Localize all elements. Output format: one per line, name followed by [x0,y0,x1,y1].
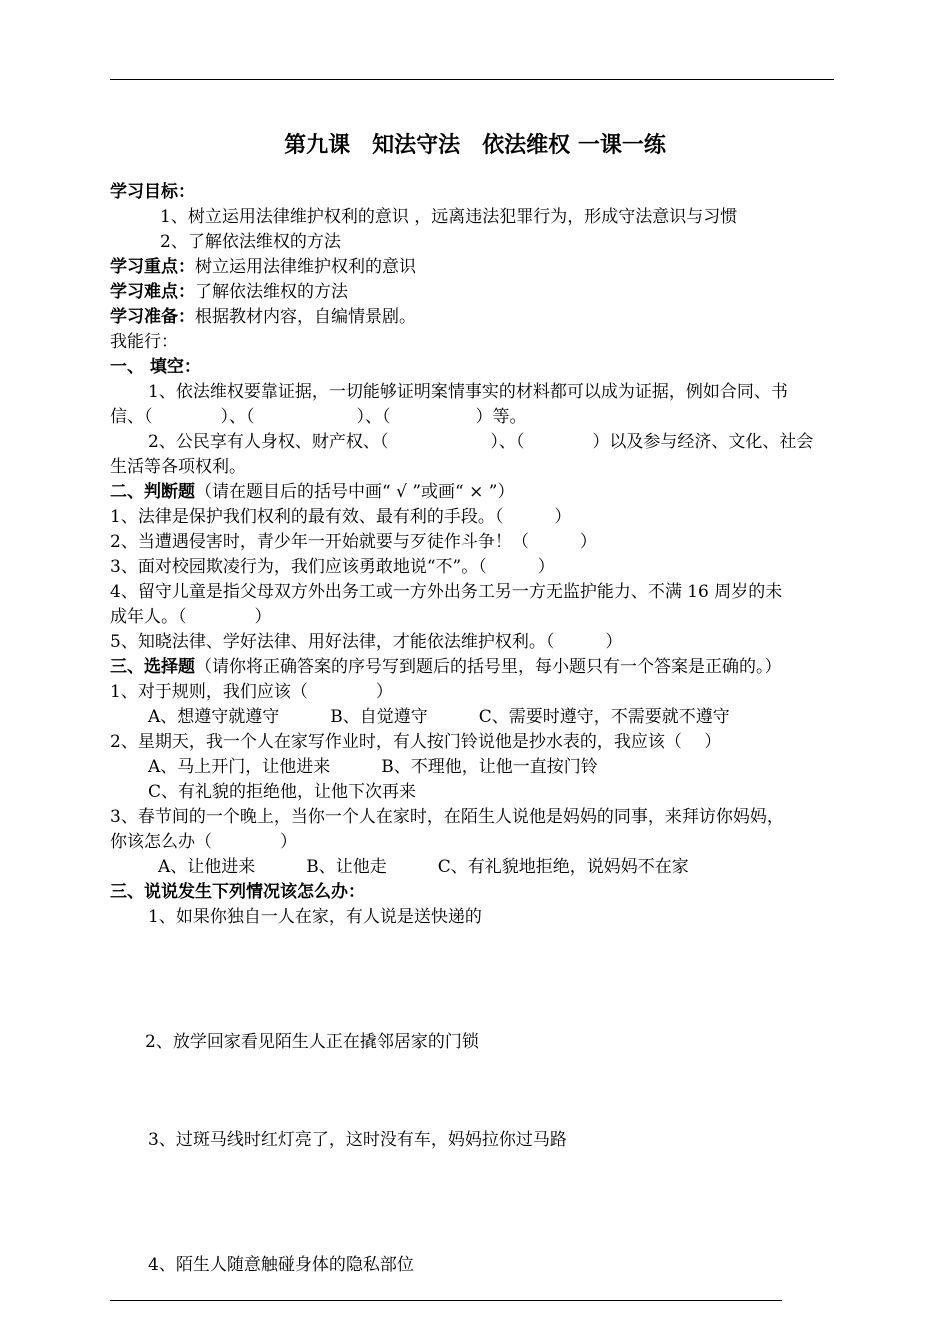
fill-heading: 一、 填空： [110,357,201,377]
goal-item-1: 1、树立运用法律维护权利的意识 ，远离违法犯罪行为，形成守法意识与习惯 [160,207,738,227]
goals-heading: 学习目标： [110,182,195,202]
choice-q2: 2、星期天，我一个人在家写作业时，有人按门铃说他是抄水表的，我应该（ ） [110,732,722,752]
judge-q2: 2、当遭遇侵害时，青少年一开始就要与歹徒作斗争！（ ） [110,532,597,552]
scenario-q3: 3、过斑马线时红灯亮了，这时没有车，妈妈拉你过马路 [148,1130,567,1150]
focus-row [110,255,416,279]
choice-heading-row [110,655,782,679]
scenario-q4: 4、陌生人随意触碰身体的隐私部位 [148,1255,414,1275]
judge-instruction: （请在题目后的括号中画“ √ ”或画“ × ”） [195,482,515,502]
difficulty-text: 了解依法维权的方法 [195,282,348,302]
choice-q3-options: A、让他进来 B、让他走 C、有礼貌地拒绝，说妈妈不在家 [158,857,689,877]
focus-label: 学习重点： [110,257,195,277]
choice-q1-options: A、想遵守就遵守 B、自觉遵守 C、需要时遵守，不需要就不遵守 [148,707,730,727]
judge-q5: 5、知晓法律、学好法律、用好法律，才能依法维护权利。（ ） [110,632,623,652]
scenario-q2: 2、放学回家看见陌生人正在撬邻居家的门锁 [145,1032,479,1052]
footer-rule [110,1300,782,1301]
choice-q1: 1、对于规则，我们应该（ ） [110,682,393,702]
judge-heading-row [110,480,514,504]
scenario-q1: 1、如果你独自一人在家，有人说是送快递的 [148,907,482,927]
fill-q2-line1: 2、公民享有人身权、财产权、（ ）、（ ）以及参与经济、文化、社会 [148,432,814,452]
judge-heading: 二、判断题 [110,482,195,502]
fill-q2-line2: 生活等各项权利。 [110,457,246,477]
page-title: 第九课 知法守法 依法维权 一课一练 [284,132,666,158]
judge-q1: 1、法律是保护我们权利的最有效、最有利的手段。（ ） [110,507,572,527]
choice-instruction: （请你将正确答案的序号写到题后的括号里，每小题只有一个答案是正确的。） [195,657,782,677]
fill-q1-line1: 1、依法维权要靠证据，一切能够证明案情事实的材料都可以成为证据，例如合同、书 [148,382,788,402]
difficulty-row [110,280,348,304]
prep-row [110,305,416,329]
choice-q2-option-c: C、有礼貌的拒绝他，让他下次再来 [148,782,417,802]
ican-label: 我能行： [110,332,178,352]
difficulty-label: 学习难点： [110,282,195,302]
fill-q1-line2: 信、（ ）、（ ）、（ ）等。 [110,407,527,427]
judge-q4-line1: 4、留守儿童是指父母双方外出务工或一方外出务工另一方无监护能力、不满 16 周岁的未 [110,582,783,602]
prep-label: 学习准备： [110,307,195,327]
choice-heading: 三、选择题 [110,657,195,677]
header-rule [110,79,834,80]
choice-q3-line2: 你该怎么办（ ） [110,832,297,852]
scenario-heading: 三、说说发生下列情况该怎么办： [110,882,365,902]
focus-text: 树立运用法律维护权利的意识 [195,257,416,277]
goal-item-2: 2、了解依法维权的方法 [160,232,341,252]
choice-q2-options-ab: A、马上开门，让他进来 B、不理他，让他一直按门铃 [148,757,598,777]
judge-q3: 3、面对校园欺凌行为，我们应该勇敢地说“不”。（ ） [110,557,555,577]
prep-text: 根据教材内容，自编情景剧。 [195,307,416,327]
judge-q4-line2: 成年人。（ ） [110,607,272,627]
choice-q3-line1: 3、春节间的一个晚上，当你一个人在家时，在陌生人说他是妈妈的同事，来拜访你妈妈， [110,807,784,827]
